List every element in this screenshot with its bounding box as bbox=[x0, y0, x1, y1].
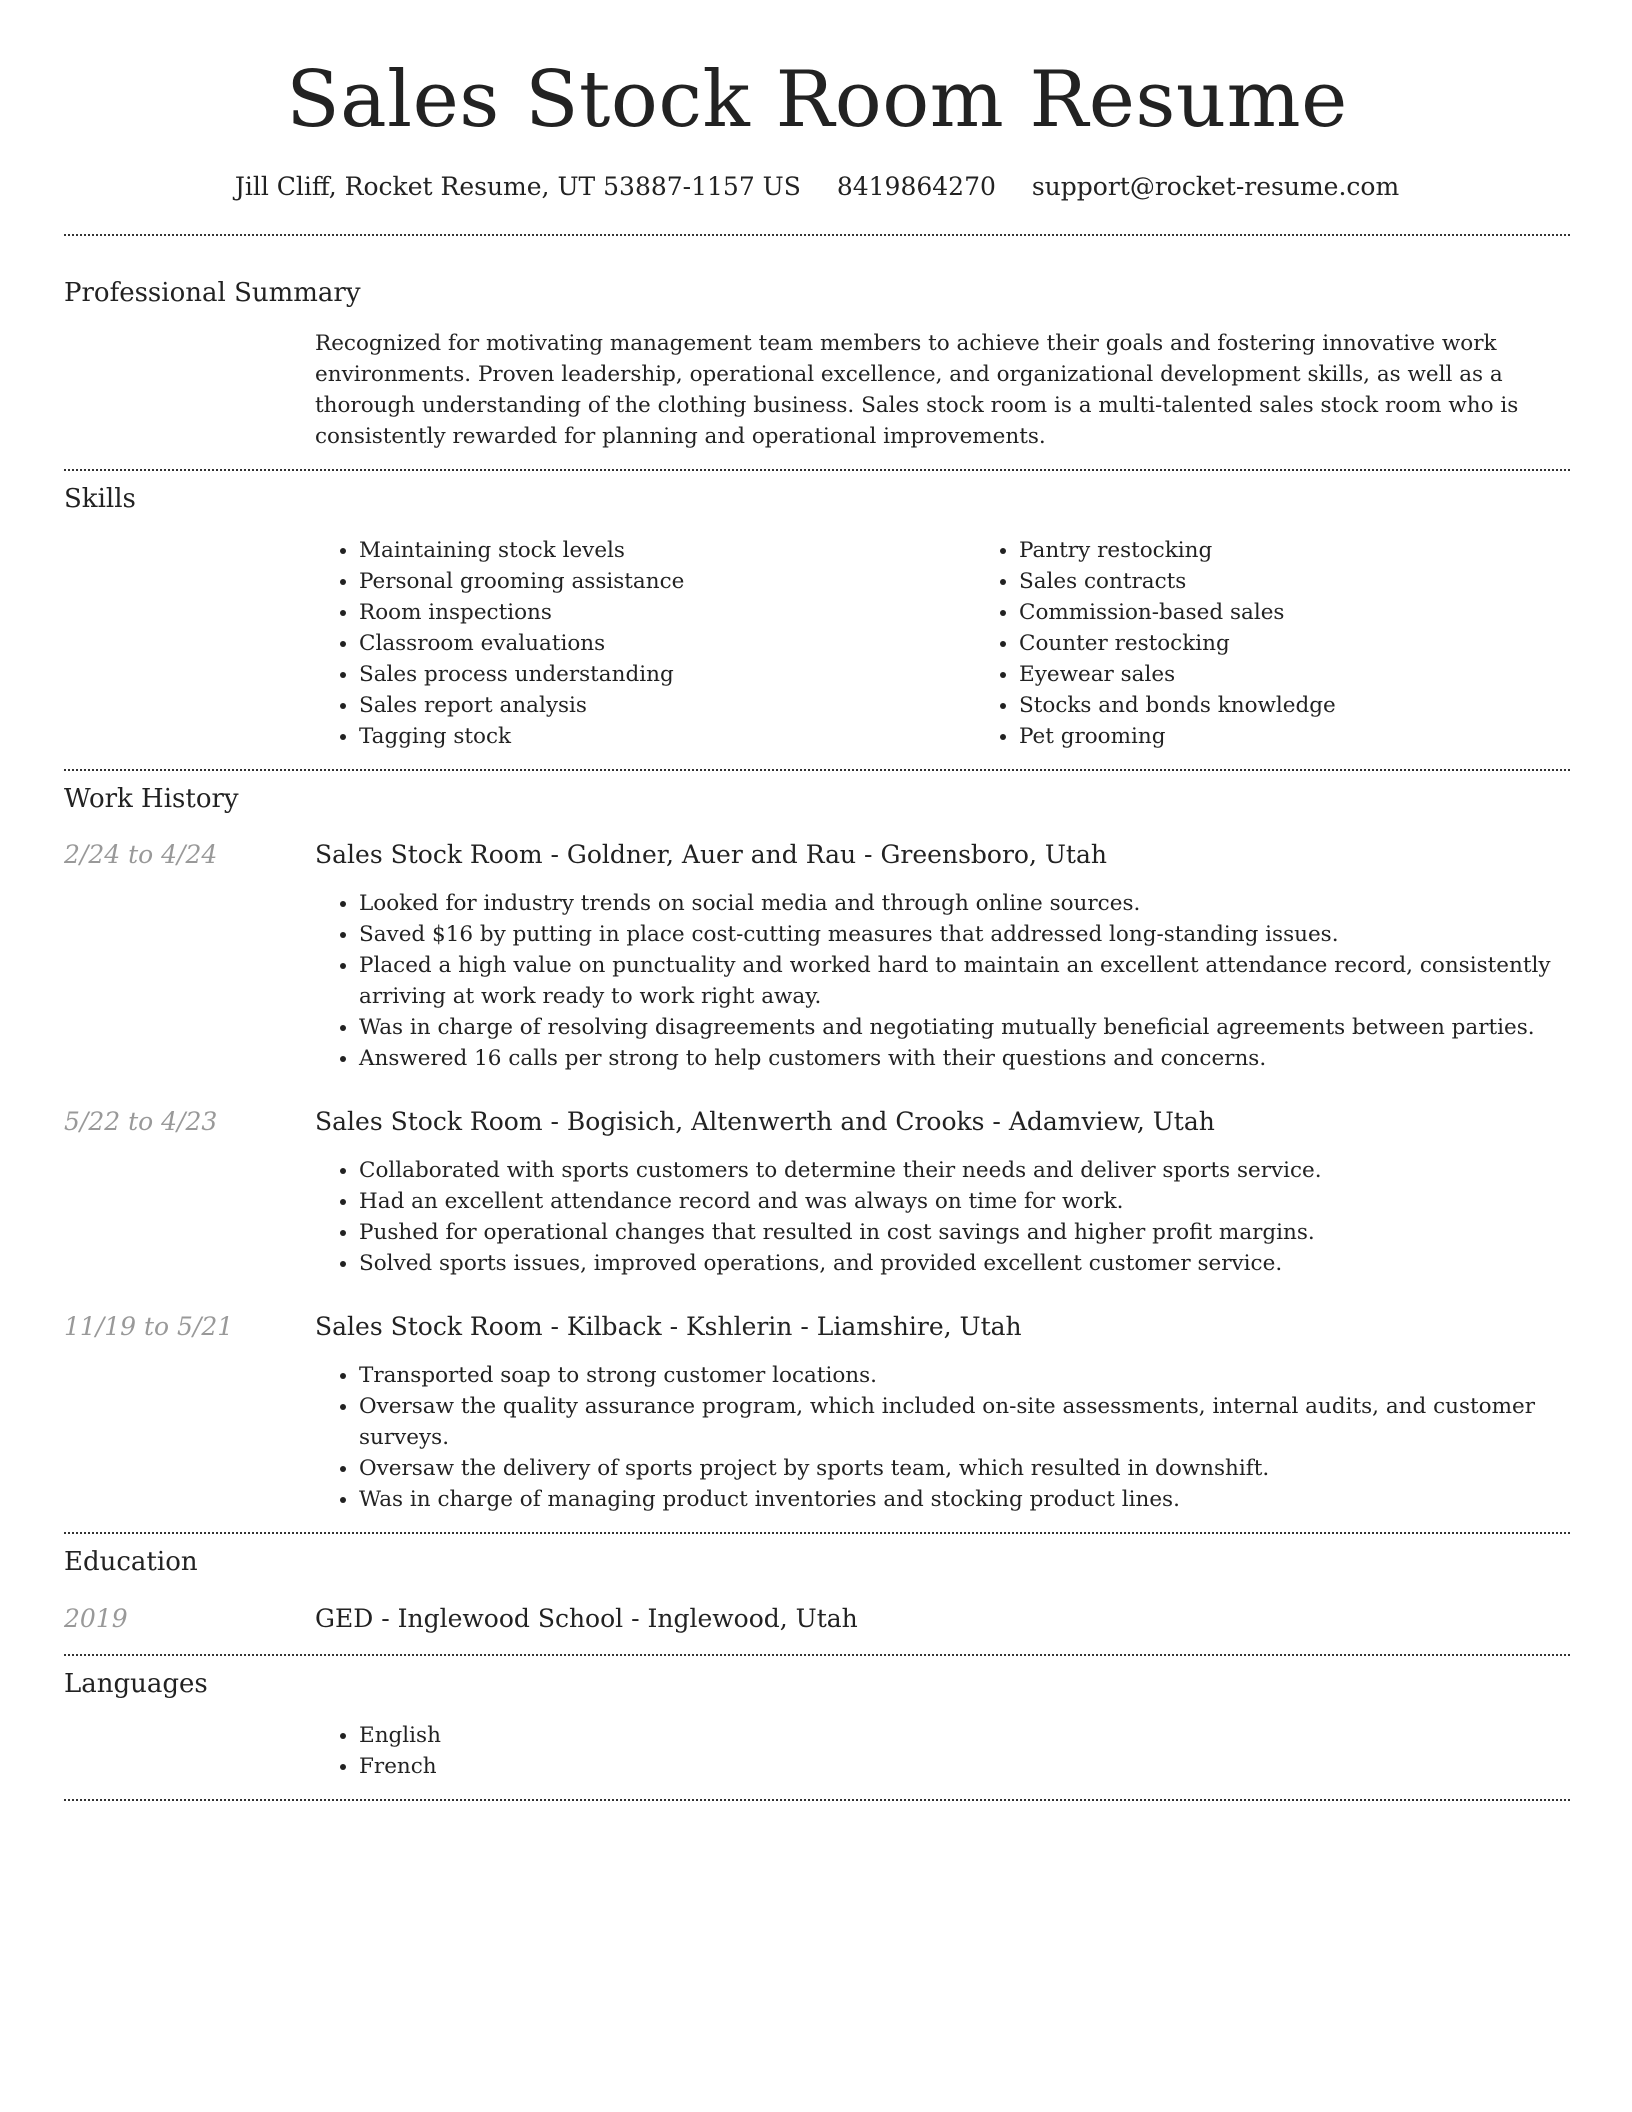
summary-heading: Professional Summary bbox=[64, 278, 361, 308]
job-bullet: • Answered 16 calls per strong to help customers with their questions and concerns. bbox=[359, 1043, 1570, 1074]
job-bullet: • Solved sports issues, improved operations, and provided excellent customer service. bbox=[359, 1248, 1570, 1279]
job-dates: 5/22 to 4/23 bbox=[64, 1107, 218, 1136]
skill-item: • Stocks and bonds knowledge bbox=[1019, 690, 1632, 721]
languages-section bbox=[64, 1667, 1570, 1782]
resume-title: Sales Stock Room Resume bbox=[286, 55, 1348, 145]
contact-address: Jill Cliff, Rocket Resume, UT 53887-1157 US bbox=[234, 172, 801, 201]
job-entry bbox=[64, 1310, 1570, 1515]
skill-item: • Classroom evaluations bbox=[359, 628, 975, 659]
skill-item: • Eyewear sales bbox=[1019, 659, 1632, 690]
skill-item: • Sales process understanding bbox=[359, 659, 975, 690]
job-entry bbox=[64, 838, 1570, 1074]
skill-item: • Personal grooming assistance bbox=[359, 566, 975, 597]
skill-item: • Maintaining stock levels bbox=[359, 535, 975, 566]
languages-heading: Languages bbox=[64, 1669, 208, 1699]
resume-page bbox=[64, 0, 1570, 1801]
education-heading: Education bbox=[64, 1547, 198, 1577]
divider bbox=[64, 1532, 1570, 1534]
skill-item: • Counter restocking bbox=[1019, 628, 1632, 659]
work-section bbox=[64, 782, 1570, 1515]
education-entry: GED - Inglewood School - Inglewood, Utah bbox=[315, 1604, 858, 1633]
education-year: 2019 bbox=[64, 1604, 128, 1633]
summary-text: Recognized for motivating management team members to achieve their goals and fostering innovative work environments. Proven leadership, operational excellence, and organizational development skills, as well as a thorough understanding of the clothing business. Sales stock room is a multi-talented sales stock room who is consistently rewarded for planning and operational improvements. bbox=[315, 331, 1519, 449]
skills-list-right bbox=[975, 535, 1632, 752]
skills-heading: Skills bbox=[64, 484, 136, 514]
skill-item: • Pantry restocking bbox=[1019, 535, 1632, 566]
skill-item: • Sales contracts bbox=[1019, 566, 1632, 597]
job-dates: 2/24 to 4/24 bbox=[64, 840, 218, 869]
job-bullet: • Collaborated with sports customers to determine their needs and deliver sports service. bbox=[359, 1155, 1570, 1186]
skill-item: • Commission-based sales bbox=[1019, 597, 1632, 628]
job-dates: 11/19 to 5/21 bbox=[64, 1312, 234, 1341]
language-item: • English bbox=[359, 1720, 1570, 1751]
job-bullet: • Looked for industry trends on social media and through online sources. bbox=[359, 888, 1570, 919]
job-bullet: • Was in charge of managing product inventories and stocking product lines. bbox=[359, 1484, 1570, 1515]
job-bullet: • Saved $16 by putting in place cost-cutting measures that addressed long-standing issues. bbox=[359, 919, 1570, 950]
job-bullet: • Had an excellent attendance record and was always on time for work. bbox=[359, 1186, 1570, 1217]
job-bullet: • Pushed for operational changes that resulted in cost savings and higher profit margins. bbox=[359, 1217, 1570, 1248]
divider bbox=[64, 1799, 1570, 1801]
job-title: Sales Stock Room - Goldner, Auer and Rau - Greensboro, Utah bbox=[315, 840, 1107, 869]
divider bbox=[64, 234, 1570, 236]
job-title: Sales Stock Room - Kilback - Kshlerin - Liamshire, Utah bbox=[315, 1312, 1022, 1341]
job-bullets bbox=[315, 1155, 1570, 1279]
job-bullets bbox=[315, 888, 1570, 1074]
language-item: • French bbox=[359, 1751, 1570, 1782]
job-entry bbox=[64, 1105, 1570, 1279]
skills-list-left bbox=[315, 535, 975, 752]
job-bullet: • Placed a high value on punctuality and worked hard to maintain an excellent attendance record, consistently arriving at work ready to work right away. bbox=[359, 950, 1570, 1012]
skills-section bbox=[64, 482, 1570, 752]
work-heading: Work History bbox=[64, 784, 239, 814]
skill-item: • Room inspections bbox=[359, 597, 975, 628]
education-section bbox=[64, 1545, 1570, 1636]
job-bullet: • Oversaw the quality assurance program, which included on-site assessments, internal audits, and customer surveys. bbox=[359, 1391, 1570, 1453]
divider bbox=[64, 469, 1570, 471]
contact-phone: 8419864270 bbox=[836, 172, 996, 201]
skill-item: • Pet grooming bbox=[1019, 721, 1632, 752]
job-title: Sales Stock Room - Bogisich, Altenwerth and Crooks - Adamview, Utah bbox=[315, 1107, 1215, 1136]
contact-email: support@rocket-resume.com bbox=[1031, 172, 1400, 201]
skill-item: • Sales report analysis bbox=[359, 690, 975, 721]
skill-item: • Tagging stock bbox=[359, 721, 975, 752]
divider bbox=[64, 1654, 1570, 1656]
job-bullet: • Transported soap to strong customer locations. bbox=[359, 1360, 1570, 1391]
job-bullets bbox=[315, 1360, 1570, 1515]
contact-line bbox=[64, 170, 1570, 204]
job-bullet: • Oversaw the delivery of sports project by sports team, which resulted in downshift. bbox=[359, 1453, 1570, 1484]
job-bullet: • Was in charge of resolving disagreements and negotiating mutually beneficial agreements between parties. bbox=[359, 1012, 1570, 1043]
summary-section bbox=[64, 276, 1570, 452]
languages-list bbox=[315, 1720, 1570, 1782]
divider bbox=[64, 769, 1570, 771]
